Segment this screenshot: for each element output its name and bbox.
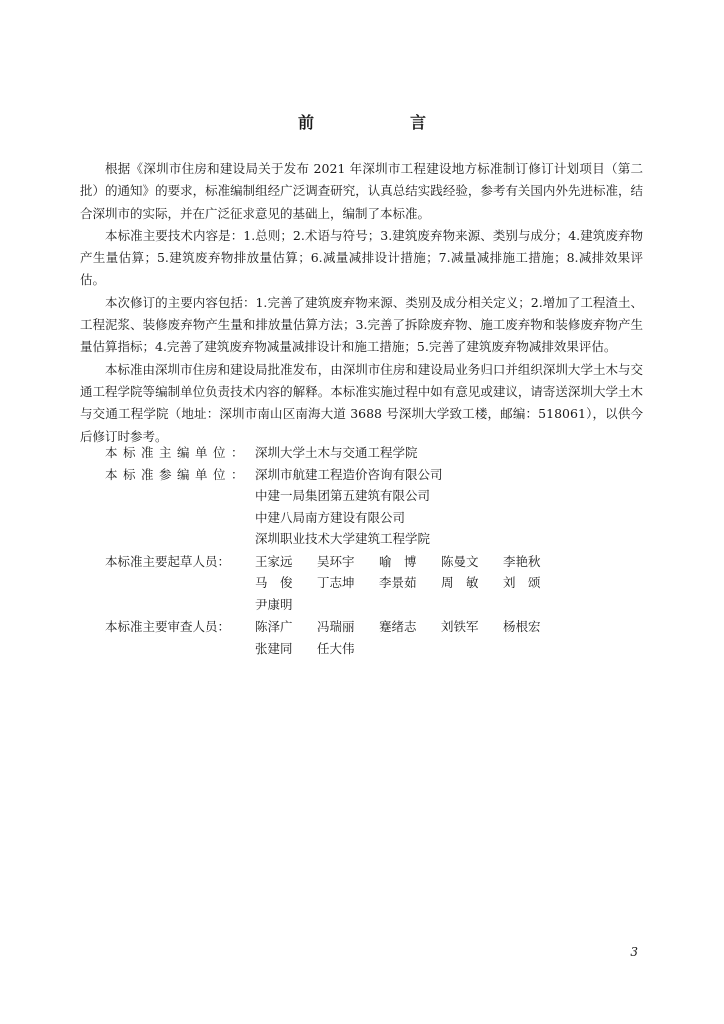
name-row	[255, 594, 645, 616]
person-name: 王家远	[255, 553, 293, 569]
person-name: 马 俊	[255, 575, 293, 590]
drafters-label: 本标准主要起草人员：	[105, 553, 231, 569]
name-row	[255, 572, 645, 594]
person-name: 张建同	[255, 640, 293, 656]
person-name: 尹康明	[255, 596, 293, 612]
person-name: 冯瑞丽	[317, 619, 355, 634]
reviewers-section	[105, 616, 645, 659]
co-editors-section	[105, 464, 645, 550]
person-name: 蹇绪志	[379, 619, 417, 634]
drafters-section	[105, 551, 645, 616]
person-name: 刘铁军	[441, 619, 479, 634]
name-row	[255, 616, 645, 638]
paragraph: 本标准主要技术内容是：1.总则；2.术语与符号；3.建筑废弃物来源、类别与成分；4.建筑废弃物产生量估算；5.建筑废弃物排放量估算；6.减量减排设计措施；7.减量减排施工措施；8.减排效果评估。	[80, 227, 643, 288]
preface-body	[80, 158, 643, 448]
name-row	[255, 638, 645, 660]
person-name: 李景茹	[379, 575, 417, 590]
co-editors-label: 本标准参编单位：	[105, 466, 250, 482]
name-row	[255, 551, 645, 573]
person-name: 李艳秋	[503, 553, 541, 569]
person-name: 陈曼文	[441, 553, 479, 569]
chief-editor-section	[105, 442, 645, 464]
person-name: 陈泽广	[255, 619, 293, 634]
person-name: 刘 颂	[503, 575, 541, 590]
co-editor-org: 深圳职业技术大学建筑工程学院	[255, 531, 431, 546]
person-name: 周 敏	[441, 575, 479, 590]
contributors-list	[105, 442, 645, 659]
person-name: 杨根宏	[503, 619, 541, 634]
paragraph: 本次修订的主要内容包括：1.完善了建筑废弃物来源、类别及成分相关定义；2.增加了工程渣土、工程泥浆、装修废弃物产生量和排放量估算方法；3.完善了拆除废弃物、施工废弃物和装修废弃物产生量估算指标；4.完善了建筑废弃物减量减排设计和施工措施；5.完善了建筑废弃物减排效果评估。	[80, 294, 643, 355]
co-editor-org: 深圳市航建工程造价咨询有限公司	[255, 466, 443, 482]
page-title: 前 言	[297, 113, 466, 132]
paragraph: 本标准由深圳市住房和建设局批准发布，由深圳市住房和建设局业务归口并组织深圳大学土木与交通工程学院等编制单位负责技术内容的解释。本标准实施过程中如有意见或建议，请寄送深圳大学土木与交通工程学院（地址：深圳市南山区南海大道 3688 号深圳大学致工楼，邮编：518061），以供今后修订时参考。	[80, 361, 643, 444]
co-editor-org: 中建八局南方建设有限公司	[255, 509, 406, 525]
person-name: 任大伟	[317, 640, 355, 656]
paragraph: 根据《深圳市住房和建设局关于发布 2021 年深圳市工程建设地方标准制订修订计划项目（第二批）的通知》的要求，标准编制组经广泛调查研究，认真总结实践经验，参考有关国内外先进标准，结合深圳市的实际，并在广泛征求意见的基础上，编制了本标准。	[80, 161, 643, 221]
page-number: 3	[630, 945, 638, 959]
person-name: 喻 博	[379, 553, 417, 569]
chief-editor-label: 本标准主编单位：	[105, 445, 250, 460]
reviewers-label: 本标准主要审查人员：	[105, 619, 231, 634]
co-editor-org: 中建一局集团第五建筑有限公司	[255, 488, 431, 503]
person-name: 丁志坤	[317, 575, 355, 590]
chief-editor-org: 深圳大学土木与交通工程学院	[255, 445, 418, 460]
person-name: 吴环宇	[317, 553, 355, 569]
